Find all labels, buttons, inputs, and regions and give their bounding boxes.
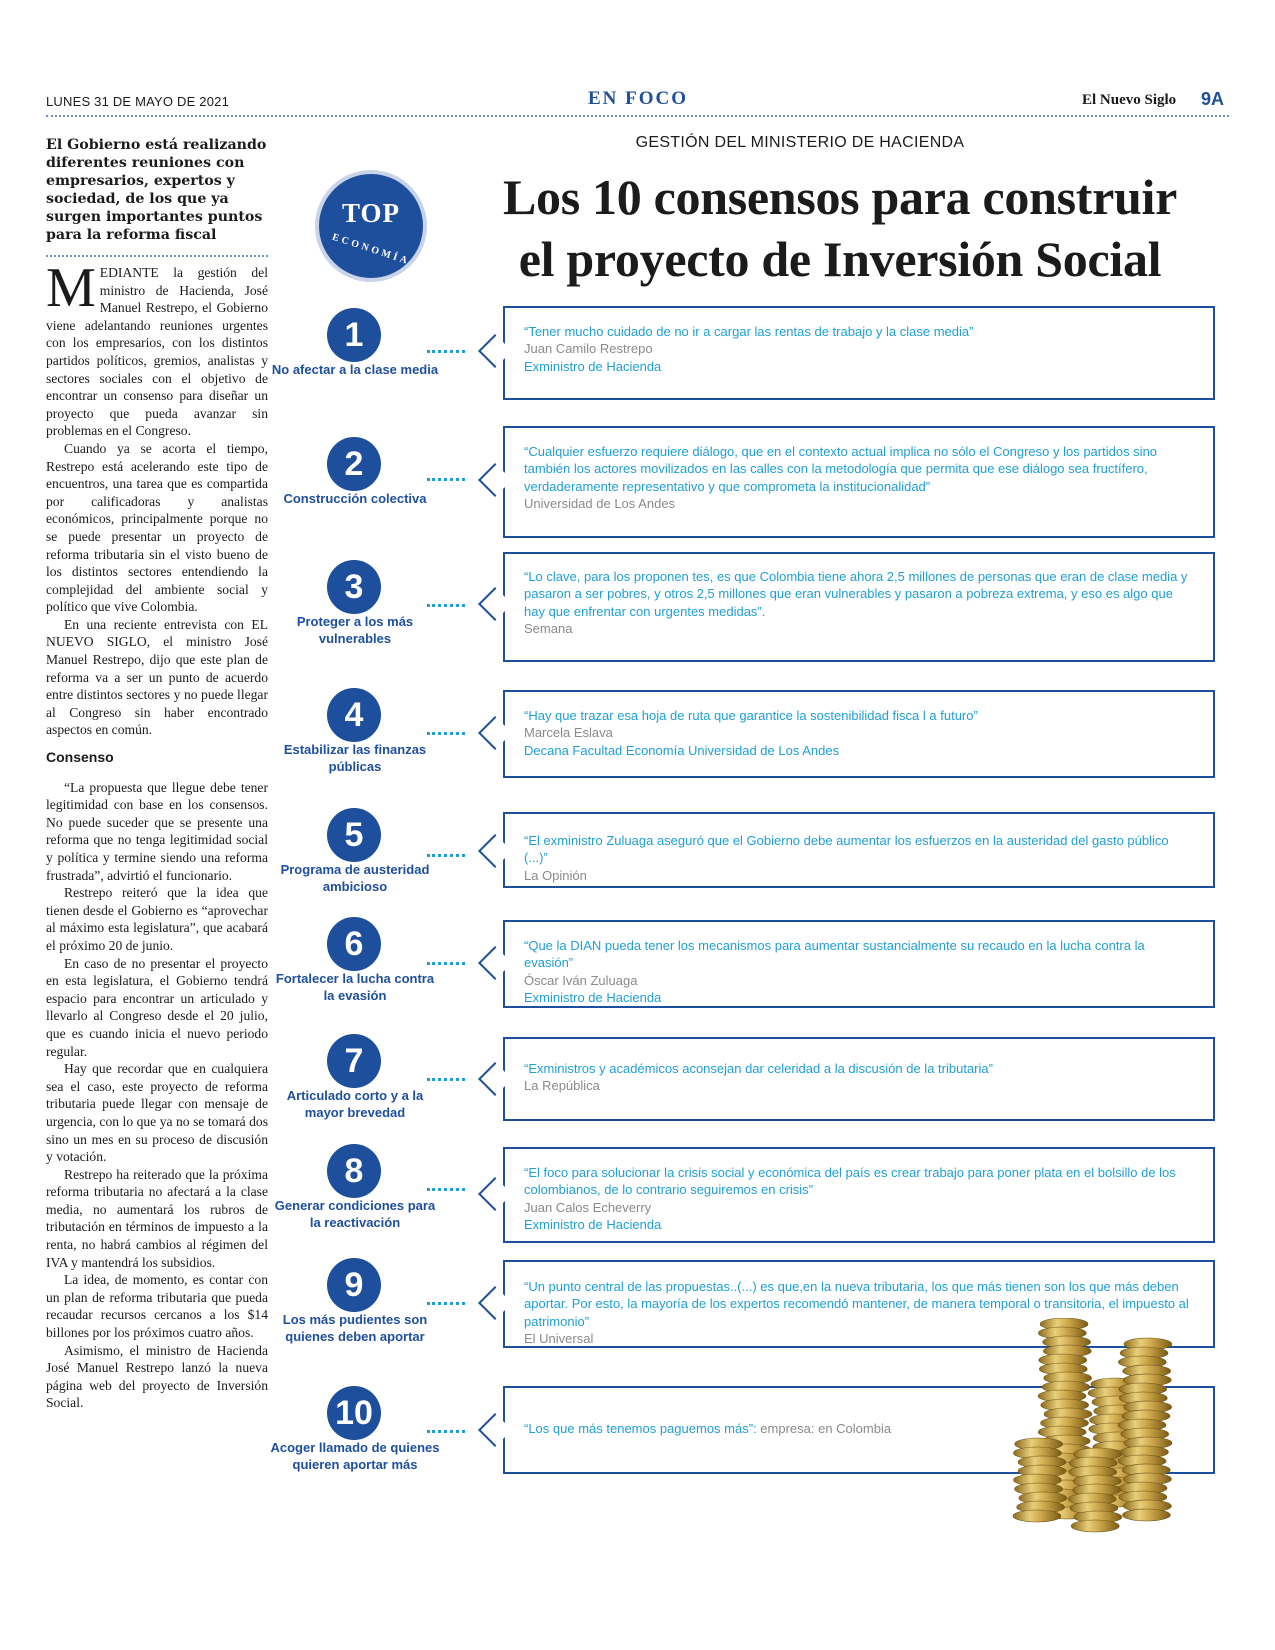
quote-text: “El exministro Zuluaga aseguró que el Gobierno debe aumentar los esfuerzos en la austeridad del gasto público (...)” (524, 833, 1169, 866)
quote-source: Juan Camilo Restrepo (524, 341, 653, 357)
dotted-connector (427, 962, 465, 965)
headline-line-1: Los 10 consensos para construir (502, 169, 1178, 225)
drop-cap: M (46, 257, 96, 319)
article-body (46, 257, 268, 1412)
article-paragraph: En una reciente entrevista con EL NUEVO SIGLO, el ministro José Manuel Restrepo, dijo que este plan de reforma va a ser un punto de acuerdo entre distintos sectores y no puede llegar al Congreso sin haber encontrado aspectos en común. (46, 616, 268, 738)
quote-source: Semana (524, 621, 573, 637)
article-paragraph: La idea, de momento, es contar con un plan de reforma tributaria que pueda recaudar recursos cercanos a los $14 billones por los próximos cuatro años. (46, 1272, 268, 1341)
item-label: Estabilizar las finanzas públicas (283, 742, 427, 774)
item-label: No afectar a la clase media (271, 362, 439, 377)
quote-content (524, 323, 1194, 375)
item-label: Construcción colectiva (283, 491, 427, 506)
item-number-badge: 5 (327, 808, 381, 862)
badge-top-text: TOP (341, 198, 400, 228)
dotted-connector (427, 350, 465, 353)
article-paragraph: Hay que recordar que en cualquiera sea el caso, este proyecto de reforma tributaria puede llegar con mensaje de urgencia, con lo que ya no se tomará dos sino un mes en su proceso de discusión y votación. (46, 1061, 268, 1165)
quote-source: Universidad de Los Andes (524, 496, 676, 512)
quote-source: Juan Calos Echeverry (524, 1199, 652, 1215)
article-paragraph: Asimismo, el ministro de Hacienda José Manuel Restrepo lanzó la nueva página web del proyecto de Inversión Social. (46, 1342, 268, 1411)
dotted-connector (427, 1188, 465, 1191)
newspaper-name: El Nuevo Siglo (1082, 92, 1177, 108)
dotted-connector (427, 1078, 465, 1081)
quote-text: “El foco para solucionar la crisis social y económica del país es crear trabajo para poner plata en el bolsillo de los colombianos, de lo contrario seguiremos en crisis” (524, 1165, 1176, 1198)
item-label: Generar condiciones para la reactivación (274, 1198, 436, 1230)
quote-content (524, 707, 1194, 759)
quote-source-role: Decana Facultad Economía Universidad de Los Andes (524, 742, 840, 758)
item-number-badge: 3 (327, 560, 381, 614)
coin-stack-image (1005, 1318, 1185, 1538)
item-number-badge: 7 (327, 1034, 381, 1088)
quote-source-role: Exministro de Hacienda (524, 990, 662, 1006)
article-paragraph: “La propuesta que llegue debe tener legitimidad con base en los consensos. No puede suceder que se presente una reforma que no tenga legitimidad social y política y termine siendo una reforma frustrada”, advirtió el funcionario. (46, 779, 268, 883)
section-name: EN FOCO (588, 88, 689, 109)
item-label: Fortalecer la lucha contra la evasión (275, 971, 435, 1003)
quote-source: Óscar Iván Zuluaga (524, 972, 638, 988)
issue-date: LUNES 31 DE MAYO DE 2021 (46, 94, 230, 109)
quote-source: El Universal (524, 1331, 594, 1347)
quote-content (524, 937, 1194, 1007)
quote-source: empresa: en Colombia (760, 1421, 892, 1436)
dotted-connector (427, 1302, 465, 1305)
quote-content (524, 1060, 1194, 1095)
item-number-badge: 4 (327, 688, 381, 742)
article-paragraph: MEDIANTE la gestión del ministro de Hacienda, José Manuel Restrepo, el Gobierno viene adelantando reuniones urgentes con los empresarios, con los distintos partidos políticos, gremios, analistas y sectores sociales con el objetivo de encontrar un consenso para diseñar un proyecto que pueda avanzar sin problemas en el Congreso. (46, 257, 268, 439)
item-label: Programa de austeridad ambicioso (280, 862, 430, 894)
item-label: Los más pudientes son quienes deben aportar (282, 1312, 428, 1344)
article-paragraph: Cuando ya se acorta el tiempo, Restrepo está acelerando este tipo de encuentros, una tarea que es compartida por calificadoras y analistas económicos, principalmente porque no se puede presentar un proyecto de reforma tributaria sin el visto bueno de los distintos sectores entendiendo la complejidad del ambiente social y político que vive Colombia. (46, 440, 268, 615)
item-label: Acoger llamado de quienes quieren aportar más (270, 1440, 440, 1472)
quote-text: “Que la DIAN pueda tener los mecanismos para aumentar sustancialmente su recaudo en la lucha contra la evasión” (524, 938, 1145, 971)
dotted-connector (427, 854, 465, 857)
article-subhead: Consenso (46, 749, 114, 766)
quote-text: “Un punto central de las propuestas..(...) es que,en la nueva tributaria, los que más tienen son los que más deben aportar. Por esto, la mayoría de los expertos recomendó mantener, de manera temporal o transitoria, el impuesto al patrimonio” (524, 1279, 1189, 1329)
quote-content (524, 568, 1194, 638)
top-economia-badge (315, 170, 427, 282)
quote-source: Marcela Eslava (524, 725, 613, 741)
quote-source-role: Exministro de Hacienda (524, 358, 662, 374)
dotted-connector (427, 732, 465, 735)
quote-content (524, 1164, 1194, 1234)
dotted-connector (427, 1430, 465, 1433)
quote-content (524, 443, 1194, 513)
article-paragraph: En caso de no presentar el proyecto en esta legislatura, el Gobierno tendrá espacio para encontrar un articulado y llevarlo al Congreso desde el 20 julio, que es cuando inicia el nuevo periodo regular. (46, 955, 268, 1059)
article-paragraph: Restrepo ha reiterado que la próxima reforma tributaria no afectará a la clase media, no aumentará los rubros de tributación en términos de impuesto a la renta, no habrá cambios al régimen del IVA y mantendrá los subsidios. (46, 1166, 268, 1270)
quote-text: “Tener mucho cuidado de no ir a cargar las rentas de trabajo y la clase media” (524, 324, 974, 339)
quote-content (524, 832, 1194, 884)
quote-text: “Los que más tenemos paguemos más”: (524, 1421, 757, 1436)
dotted-connector (427, 604, 465, 607)
quote-text: “Exministros y académicos aconsejan dar celeridad a la discusión de la tributaria” (524, 1061, 993, 1076)
quote-text: “Hay que trazar esa hoja de ruta que garantice la sostenibilidad fisca l a futuro” (524, 708, 978, 723)
headline (445, 166, 1235, 290)
quote-text: “Cualquier esfuerzo requiere diálogo, que en el contexto actual implica no sólo el Congreso y los partidos sino también los actores movilizados en las calles con la metodología que permita que ese diálogo sea fructífero, verdaderamente representativo y que comprometa la institucionalidad” (524, 444, 1158, 494)
kicker: GESTIÓN DEL MINISTERIO DE HACIENDA (635, 134, 965, 151)
item-label: Articulado corto y a la mayor brevedad (286, 1088, 424, 1120)
quote-source: La Opinión (524, 867, 587, 883)
badge-sub-text: ECONOMÍA (330, 231, 412, 268)
quote-source-role: Exministro de Hacienda (524, 1217, 662, 1233)
item-number-badge: 1 (327, 308, 381, 362)
page-number: 9A (1201, 89, 1225, 109)
quote-text: “Lo clave, para los proponen tes, es que Colombia tiene ahora 2,5 millones de personas que eran de clase media y pasaron a ser pobres, y otros 2,5 millones que eran vulnerables y pasaron a pobreza extrema, y eso es algo que hay que enfrentar con urgentes medidas”. (524, 569, 1188, 619)
item-number-badge: 8 (327, 1144, 381, 1198)
header-divider (46, 115, 1229, 117)
item-number-badge: 9 (327, 1258, 381, 1312)
lead-summary: El Gobierno está realizando diferentes reuniones con empresarios, expertos y sociedad, de los que ya surgen importantes puntos para la reforma fiscal (46, 137, 267, 243)
item-number-badge: 2 (327, 437, 381, 491)
item-number-badge: 6 (327, 917, 381, 971)
headline-line-2: el proyecto de Inversión Social (518, 231, 1162, 287)
article-paragraph: Restrepo reiteró que la idea que tienen desde el Gobierno es “aprovechar al máximo esta legislatura”, que acabará el próximo 20 de junio. (46, 885, 268, 953)
item-number-badge: 10 (327, 1386, 381, 1440)
item-label: Proteger a los más vulnerables (296, 614, 414, 646)
quote-source: La República (524, 1078, 600, 1094)
dotted-connector (427, 478, 465, 481)
